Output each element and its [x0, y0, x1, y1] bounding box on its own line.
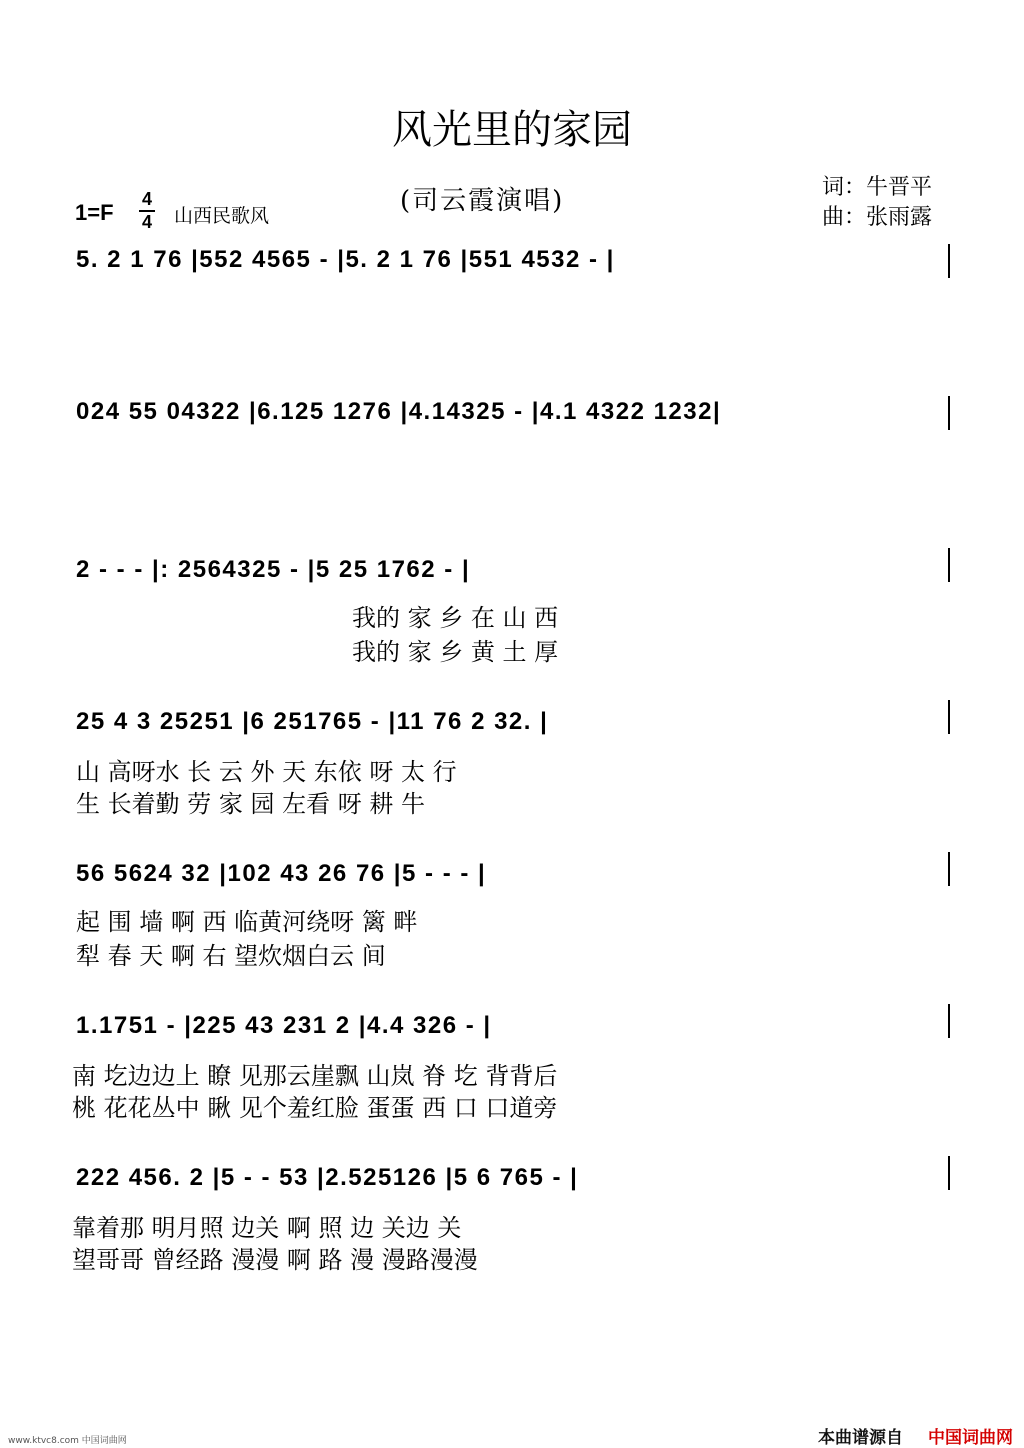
notation-line: 56 5624 32 |102 43 26 76 |5 - - - |: [76, 860, 487, 887]
lyric-line-verse-1: 起 围 墙 啊 西 临黄河绕呀 篱 畔: [76, 908, 418, 936]
barline: [948, 1156, 950, 1190]
notation-line: 222 456. 2 |5 - - 53 |2.525126 |5 6 765 - |: [76, 1164, 579, 1191]
footer-site-name: 中国词曲网: [928, 1428, 1013, 1448]
barline: [948, 700, 950, 734]
barline: [948, 244, 950, 278]
lyric-line-verse-1: 靠着那 明月照 边关 啊 照 边 关边 关: [72, 1214, 462, 1242]
notation-line: 1.1751 - |225 43 231 2 |4.4 326 - |: [76, 1012, 492, 1039]
notation-line: 024 55 04322 |6.125 1276 |4.14325 - |4.1 4322 1232|: [76, 398, 722, 425]
key-signature: 1=F: [75, 200, 114, 225]
time-signature: [139, 190, 155, 232]
lyric-line-verse-1: 山 高呀水 长 云 外 天 东依 呀 太 行: [76, 758, 457, 786]
notation-line: 25 4 3 25251 |6 251765 - |11 76 2 32. |: [76, 708, 549, 735]
barline: [948, 1004, 950, 1038]
time-signature-top: 4: [141, 189, 152, 209]
notation-line: 5. 2 1 76 |552 4565 - |5. 2 1 76 |551 4532 - |: [76, 246, 615, 273]
performer-subtitle: (司云霞演唱): [400, 186, 565, 216]
time-signature-bottom: 4: [141, 212, 152, 232]
composer-credit: 曲：张雨露: [822, 205, 933, 230]
lyric-line-verse-2: 生 长着勤 劳 家 园 左看 呀 耕 牛: [76, 790, 426, 818]
style-note: 山西民歌风: [174, 205, 270, 227]
barline: [948, 548, 950, 582]
footer-source-label: 本曲谱源自: [818, 1428, 903, 1448]
lyricist-credit: 词：牛晋平: [822, 175, 933, 200]
lyric-line-verse-2: 我的 家 乡 黄 土 厚: [352, 638, 559, 666]
barline: [948, 852, 950, 886]
lyric-line-verse-2: 犁 春 天 啊 右 望炊烟白云 间: [76, 942, 386, 970]
song-title: 风光里的家园: [392, 107, 632, 153]
lyric-line-verse-1: 我的 家 乡 在 山 西: [352, 604, 559, 632]
lyric-line-verse-1: 南 圪边边上 瞭 见那云崖飘 山岚 脊 圪 背背后: [72, 1062, 558, 1090]
lyric-line-verse-2: 桃 花花丛中 瞅 见个羞红脸 蛋蛋 西 口 口道旁: [72, 1094, 558, 1122]
lyric-line-verse-2: 望哥哥 曾经路 漫漫 啊 路 漫 漫路漫漫: [72, 1246, 478, 1274]
notation-line: 2 - - - |: 2564325 - |5 25 1762 - |: [76, 556, 471, 583]
footer-url: www.ktvc8.com 中国词曲网: [8, 1436, 127, 1446]
barline: [948, 396, 950, 430]
